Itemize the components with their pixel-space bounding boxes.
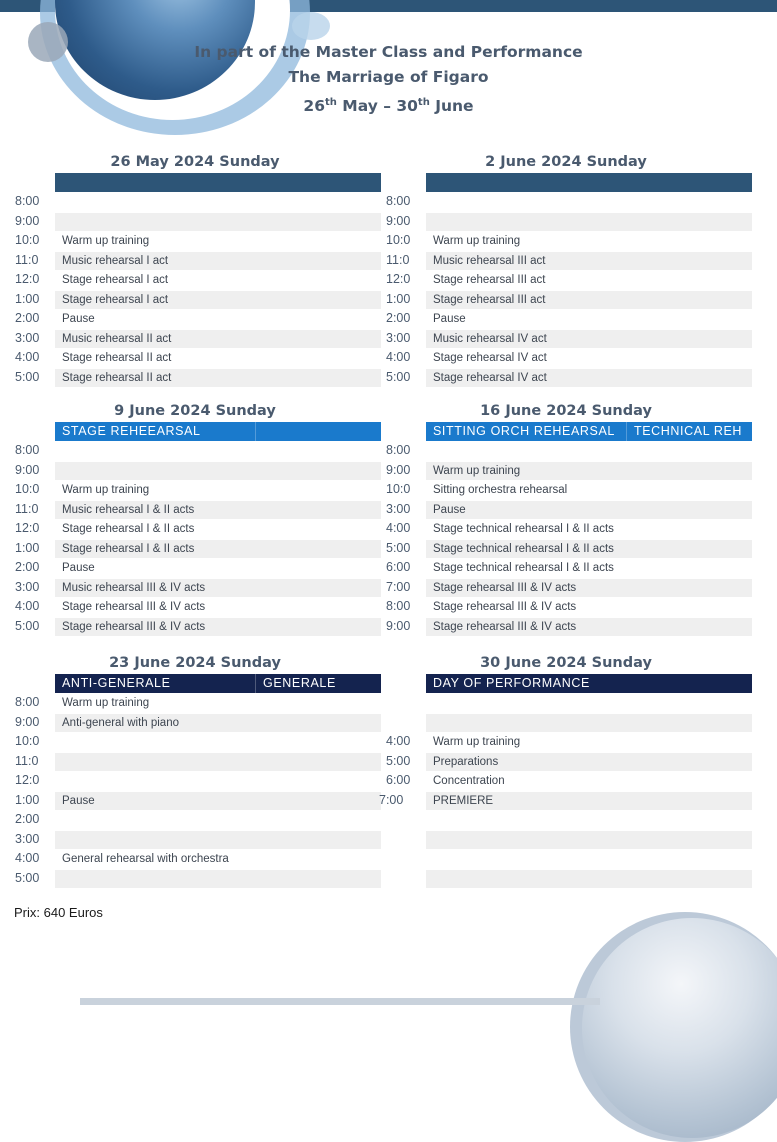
time-label: 6:00 bbox=[386, 560, 411, 574]
day-header-label: GENERALE bbox=[255, 674, 381, 693]
time-label: 9:00 bbox=[386, 618, 411, 633]
time-label: 2:00 bbox=[15, 560, 40, 574]
day-header-bar bbox=[426, 674, 752, 693]
activity-cell: Stage technical rehearsal I & II acts bbox=[426, 540, 752, 558]
time-slot-row bbox=[15, 539, 381, 559]
time-slot-row bbox=[386, 693, 752, 713]
time-slot-row bbox=[386, 849, 752, 869]
activity-cell: Pause bbox=[433, 313, 466, 325]
activity-cell: Pause bbox=[62, 313, 95, 325]
time-label: 5:00 bbox=[15, 870, 40, 885]
time-label: 3:00 bbox=[15, 330, 40, 345]
time-slot-row bbox=[15, 830, 381, 850]
activity-cell: Concentration bbox=[433, 775, 505, 787]
activity-cell bbox=[55, 772, 381, 790]
time-label bbox=[386, 810, 426, 830]
time-slot-list bbox=[379, 693, 752, 888]
activity-cell: Music rehearsal I act bbox=[55, 252, 381, 270]
time-label: 12:0 bbox=[15, 272, 40, 286]
activity-cell: Stage technical rehearsal I & II acts bbox=[433, 562, 614, 574]
activity-cell: Preparations bbox=[426, 753, 752, 771]
time-slot-row bbox=[386, 480, 752, 500]
activity-cell bbox=[55, 442, 381, 460]
time-slot-row bbox=[386, 713, 752, 733]
time-slot-list bbox=[386, 192, 752, 387]
time-label: 1:00 bbox=[15, 291, 40, 306]
time-slot-list bbox=[15, 192, 381, 387]
time-label bbox=[386, 830, 426, 850]
time-label: 1:00 bbox=[386, 291, 411, 306]
time-slot-row bbox=[15, 441, 381, 461]
activity-cell bbox=[55, 193, 381, 211]
activity-cell bbox=[426, 442, 752, 460]
time-slot-row bbox=[386, 441, 752, 461]
activity-cell bbox=[55, 831, 381, 849]
time-label: 3:00 bbox=[386, 330, 411, 345]
time-label: 1:00 bbox=[15, 540, 40, 555]
day-header-bar bbox=[426, 422, 752, 441]
activity-cell: Music rehearsal I & II acts bbox=[55, 501, 381, 519]
time-slot-row bbox=[15, 849, 381, 869]
activity-cell: Stage rehearsal III & IV acts bbox=[55, 618, 381, 636]
day-header-bar bbox=[55, 173, 381, 192]
price-label: Prix: 640 Euros bbox=[14, 905, 103, 920]
time-slot-row bbox=[386, 558, 752, 578]
time-slot-row bbox=[15, 771, 381, 791]
time-slot-list bbox=[386, 441, 752, 636]
time-label: 10:0 bbox=[15, 482, 40, 496]
time-slot-row bbox=[386, 251, 752, 271]
time-label: 12:0 bbox=[15, 773, 40, 787]
time-label bbox=[386, 713, 426, 733]
time-slot-row bbox=[15, 480, 381, 500]
activity-cell bbox=[426, 811, 752, 829]
time-slot-row bbox=[386, 771, 752, 791]
day-title: 2 June 2024 Sunday bbox=[485, 154, 647, 170]
activity-cell bbox=[426, 714, 752, 732]
activity-cell: Stage technical rehearsal I & II acts bbox=[433, 523, 614, 535]
day-header-label: SITTING ORCH REHEARSAL bbox=[433, 424, 615, 438]
activity-cell: Warm up training bbox=[433, 736, 521, 748]
time-slot-row bbox=[15, 597, 381, 617]
activity-cell: PREMIERE bbox=[426, 792, 752, 810]
time-slot-row bbox=[386, 539, 752, 559]
time-label: 8:00 bbox=[15, 443, 40, 457]
activity-cell: Stage rehearsal III & IV acts bbox=[426, 618, 752, 636]
time-slot-row bbox=[15, 500, 381, 520]
activity-cell: Music rehearsal IV act bbox=[426, 330, 752, 348]
time-label: 6:00 bbox=[386, 773, 411, 787]
time-slot-row bbox=[386, 810, 752, 830]
time-label: 8:00 bbox=[15, 695, 40, 709]
activity-cell bbox=[55, 753, 381, 771]
time-label: 3:00 bbox=[15, 579, 40, 594]
activity-cell: Stage rehearsal III act bbox=[433, 274, 546, 286]
time-label: 8:00 bbox=[386, 443, 411, 457]
time-label: 11:0 bbox=[15, 501, 39, 516]
activity-cell bbox=[426, 831, 752, 849]
time-label: 3:00 bbox=[15, 831, 40, 846]
activity-cell bbox=[55, 811, 381, 829]
time-slot-row bbox=[15, 231, 381, 251]
time-slot-row bbox=[15, 713, 381, 733]
time-slot-row bbox=[386, 290, 752, 310]
time-slot-row bbox=[386, 309, 752, 329]
activity-cell: Pause bbox=[62, 562, 95, 574]
activity-cell: Stage rehearsal II act bbox=[55, 369, 381, 387]
activity-cell: Stage rehearsal I & II acts bbox=[62, 523, 195, 535]
activity-cell: Music rehearsal III & IV acts bbox=[55, 579, 381, 597]
time-slot-row bbox=[15, 368, 381, 388]
time-slot-row bbox=[386, 192, 752, 212]
time-slot-row bbox=[15, 270, 381, 290]
time-slot-row bbox=[386, 519, 752, 539]
activity-cell: Stage rehearsal I act bbox=[62, 274, 169, 286]
time-label: 8:00 bbox=[15, 194, 40, 208]
time-label: 12:0 bbox=[15, 521, 40, 535]
activity-cell: Stage rehearsal III & IV acts bbox=[426, 579, 752, 597]
activity-cell: Stage rehearsal I & II acts bbox=[55, 540, 381, 558]
time-slot-row bbox=[386, 830, 752, 850]
time-slot-row bbox=[386, 231, 752, 251]
activity-cell: Music rehearsal III act bbox=[426, 252, 752, 270]
time-slot-row bbox=[15, 519, 381, 539]
activity-cell bbox=[426, 193, 752, 211]
time-slot-row bbox=[15, 309, 381, 329]
time-slot-row bbox=[15, 461, 381, 481]
time-slot-row bbox=[386, 270, 752, 290]
time-slot-row bbox=[15, 251, 381, 271]
day-header-bar bbox=[55, 674, 381, 693]
time-label: 7:00 bbox=[379, 792, 404, 807]
day-title: 9 June 2024 Sunday bbox=[114, 403, 276, 419]
time-slot-row bbox=[15, 329, 381, 349]
time-slot-row bbox=[386, 597, 752, 617]
activity-cell: Warm up training bbox=[433, 235, 521, 247]
activity-cell: Warm up training bbox=[62, 235, 150, 247]
time-slot-row bbox=[15, 617, 381, 637]
time-slot-row bbox=[379, 791, 752, 811]
time-slot-row bbox=[15, 810, 381, 830]
time-slot-row bbox=[15, 558, 381, 578]
header-line-3: 26th May – 30th June bbox=[303, 97, 474, 116]
activity-cell bbox=[55, 213, 381, 231]
time-slot-row bbox=[386, 732, 752, 752]
day-header-label: TECHNICAL REH bbox=[626, 422, 752, 441]
time-label: 4:00 bbox=[386, 350, 411, 364]
time-slot-row bbox=[386, 329, 752, 349]
time-slot-row bbox=[15, 693, 381, 713]
time-slot-row bbox=[386, 617, 752, 637]
day-header-bar bbox=[55, 422, 381, 441]
time-label bbox=[386, 869, 426, 889]
activity-cell: Warm up training bbox=[426, 462, 752, 480]
day-header-label: DAY OF PERFORMANCE bbox=[433, 676, 590, 690]
time-label: 5:00 bbox=[386, 753, 411, 768]
day-title: 26 May 2024 Sunday bbox=[110, 154, 280, 170]
time-slot-row bbox=[386, 348, 752, 368]
time-slot-row bbox=[15, 869, 381, 889]
time-label: 4:00 bbox=[15, 350, 40, 364]
time-label: 8:00 bbox=[386, 194, 411, 208]
time-slot-row bbox=[15, 791, 381, 811]
time-label: 4:00 bbox=[386, 734, 411, 748]
activity-cell: Stage rehearsal III act bbox=[426, 291, 752, 309]
time-label: 4:00 bbox=[15, 851, 40, 865]
activity-cell: Stage rehearsal III & IV acts bbox=[62, 601, 206, 613]
time-label: 5:00 bbox=[386, 369, 411, 384]
activity-cell: Stage rehearsal I act bbox=[55, 291, 381, 309]
time-label: 11:0 bbox=[386, 252, 410, 267]
time-label: 1:00 bbox=[15, 792, 40, 807]
activity-cell: Stage rehearsal IV act bbox=[433, 352, 547, 364]
time-label: 9:00 bbox=[386, 213, 411, 228]
activity-cell bbox=[55, 733, 381, 751]
time-slot-row bbox=[15, 752, 381, 772]
time-label bbox=[386, 693, 426, 713]
time-slot-row bbox=[386, 869, 752, 889]
activity-cell bbox=[55, 870, 381, 888]
time-slot-row bbox=[386, 500, 752, 520]
time-slot-row bbox=[386, 578, 752, 598]
activity-cell: Pause bbox=[426, 501, 752, 519]
day-title: 23 June 2024 Sunday bbox=[109, 655, 281, 671]
time-slot-row bbox=[15, 578, 381, 598]
activity-cell bbox=[426, 694, 752, 712]
day-header-label: ANTI-GENERALE bbox=[62, 676, 171, 690]
day-title: 30 June 2024 Sunday bbox=[480, 655, 652, 671]
activity-cell: Warm up training bbox=[62, 484, 150, 496]
time-slot-row bbox=[386, 368, 752, 388]
time-slot-row bbox=[386, 752, 752, 772]
activity-cell bbox=[55, 462, 381, 480]
document-header bbox=[0, 40, 777, 115]
time-slot-row bbox=[15, 192, 381, 212]
day-header-label: STAGE REHEEARSAL bbox=[62, 424, 201, 438]
bottom-divider bbox=[80, 998, 600, 1005]
time-label: 2:00 bbox=[386, 311, 411, 325]
activity-cell: Pause bbox=[55, 792, 381, 810]
time-label: 4:00 bbox=[15, 599, 40, 613]
time-slot-row bbox=[386, 461, 752, 481]
time-label: 8:00 bbox=[386, 599, 411, 613]
activity-cell: Stage rehearsal IV act bbox=[426, 369, 752, 387]
time-label: 5:00 bbox=[386, 540, 411, 555]
header-line-2: The Marriage of Figaro bbox=[288, 68, 489, 86]
time-label: 12:0 bbox=[386, 272, 411, 286]
time-slot-row bbox=[15, 732, 381, 752]
activity-cell: Sitting orchestra rehearsal bbox=[433, 484, 568, 496]
time-label: 7:00 bbox=[386, 579, 411, 594]
time-label: 11:0 bbox=[15, 753, 39, 768]
activity-cell bbox=[426, 850, 752, 868]
activity-cell bbox=[426, 870, 752, 888]
time-label bbox=[386, 849, 426, 869]
time-label: 2:00 bbox=[15, 812, 40, 826]
activity-cell: General rehearsal with orchestra bbox=[62, 853, 229, 865]
time-label: 9:00 bbox=[15, 213, 40, 228]
time-slot-row bbox=[15, 348, 381, 368]
day-title: 16 June 2024 Sunday bbox=[480, 403, 652, 419]
time-label: 10:0 bbox=[15, 233, 40, 247]
time-slot-list bbox=[15, 693, 381, 888]
time-label: 3:00 bbox=[386, 501, 411, 516]
activity-cell: Music rehearsal II act bbox=[55, 330, 381, 348]
time-slot-row bbox=[15, 212, 381, 232]
time-label: 10:0 bbox=[15, 734, 40, 748]
time-label: 5:00 bbox=[15, 618, 40, 633]
time-slot-list bbox=[15, 441, 381, 636]
time-label: 5:00 bbox=[15, 369, 40, 384]
time-label: 2:00 bbox=[15, 311, 40, 325]
time-label: 9:00 bbox=[15, 714, 40, 729]
time-label: 4:00 bbox=[386, 521, 411, 535]
header-line-1: In part of the Master Class and Performance bbox=[194, 43, 583, 61]
time-label: 9:00 bbox=[386, 462, 411, 477]
day-header-bar bbox=[426, 173, 752, 192]
activity-cell bbox=[426, 213, 752, 231]
activity-cell: Stage rehearsal II act bbox=[62, 352, 172, 364]
time-slot-row bbox=[386, 212, 752, 232]
time-label: 10:0 bbox=[386, 482, 411, 496]
time-label: 10:0 bbox=[386, 233, 411, 247]
time-label: 11:0 bbox=[15, 252, 39, 267]
activity-cell: Stage rehearsal III & IV acts bbox=[433, 601, 577, 613]
bar-divider bbox=[255, 422, 256, 441]
activity-cell: Warm up training bbox=[62, 697, 150, 709]
activity-cell: Anti-general with piano bbox=[55, 714, 381, 732]
time-slot-row bbox=[15, 290, 381, 310]
time-label: 9:00 bbox=[15, 462, 40, 477]
